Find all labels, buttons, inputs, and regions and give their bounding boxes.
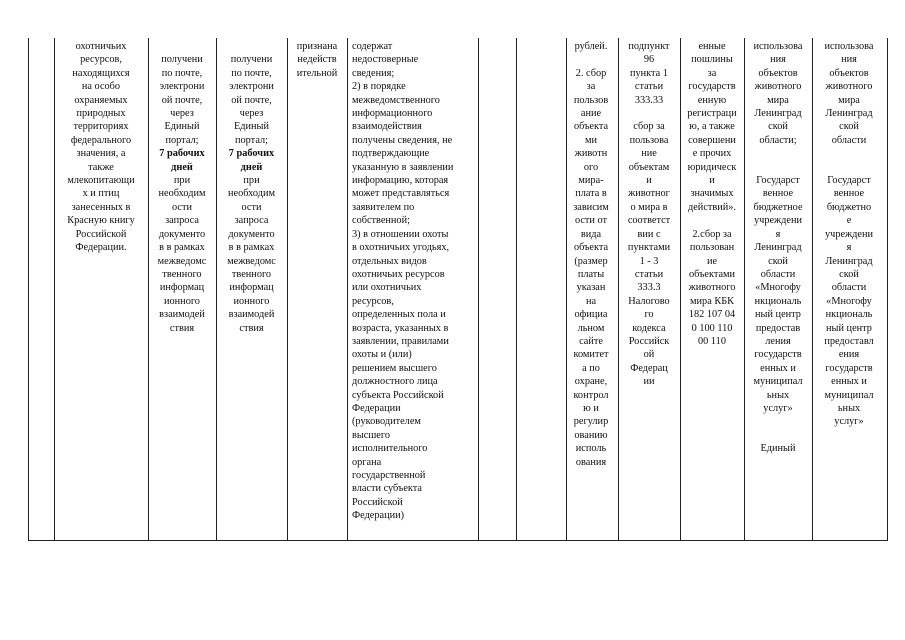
cell-invalid-status: признана недейств ительной xyxy=(296,41,338,79)
cell-bold-term: 7 рабочих дней xyxy=(228,148,275,173)
column-divider xyxy=(516,38,517,541)
cell-notification-method-b xyxy=(218,40,285,335)
cell-state-duties: енные пошлины за государств енную регистраци ю, а также совершени е прочих юридическ и значимых действий». 2.сбор за пользован ие объектами животного мира КБК 182 107 04 0 100 110 00 110 xyxy=(687,41,737,347)
column-divider xyxy=(287,38,288,541)
cell-text: при необходим ости запроса документо в в рамках межведомс твенного информац ионного взаимодей ствия xyxy=(227,175,276,334)
column-divider xyxy=(216,38,217,541)
cell-text: получени по почте, электрони ой почте, через Единый портал; xyxy=(159,54,205,146)
table-bottom-border xyxy=(28,540,888,541)
table-border-right xyxy=(887,38,888,541)
column-divider xyxy=(54,38,55,541)
cell-notification-method-a xyxy=(150,40,214,335)
column-divider xyxy=(148,38,149,541)
cell-protected-species: охотничьих ресурсов, находящихся на особо охраняемых природных территориях федерального значения, а также млекопитающи х и птиц занесенных в Красную книгу Российской Федерации. xyxy=(67,41,135,254)
cell-bold-term: 7 рабочих дней xyxy=(159,148,205,173)
cell-text: получени по почте, электрони ой почте, через Единый портал; xyxy=(229,54,274,146)
cell-service-provider-b: использова ния объектов животного мира Ленинград ской области Государст венное бюджетно е учреждени я Ленинград ской области «Многофу нкциональ ный центр предоставл ения государств енных и муниципал ьных услуг» xyxy=(824,41,874,428)
table-border-left xyxy=(28,38,29,541)
column-divider xyxy=(812,38,813,541)
column-divider xyxy=(478,38,479,541)
cell-fee-description: рублей. 2. сбор за пользов ание объекта ми животн ого мира- плата в зависим ости от вида объекта (размер платы указан на официа льном сайте комитет а по охране, контрол ю и регулир ованию исполь ования xyxy=(573,41,609,468)
cell-service-provider-a: использова ния объектов животного мира Ленинград ской области; Государст венное бюджетное учреждени я Ленинград ской области «Многофу нкциональ ный центр предостав ления государств енных и муниципал ьных услуг» Единый xyxy=(753,41,803,455)
column-divider xyxy=(347,38,348,541)
cell-tax-code-reference: подпункт 96 пункта 1 статьи 333.33 сбор за пользова ние объектам и животног о мира в соответст вии с пунктами 1 - 3 статьи 333.3 Налогово го кодекса Российск ой Федерац ии xyxy=(627,41,671,388)
cell-text: при необходим ости запроса документо в в рамках межведомс твенного информац ионного взаимодей ствия xyxy=(157,175,207,334)
column-divider xyxy=(618,38,619,541)
cell-refusal-grounds: содержат недостоверные сведения; 2) в порядке межведомственного информационного взаимодействия получены сведения, не подтверждающие указанную в заявлении информацию, которая может представляться заявителем по собственной; 3) в отношении охоты в охотничьих угодьях, отдельных видов охотничьих ресурсов или охотничьих ресурсов, определенных пола и возраста, указанных в заявлении, правилами охоты и (или) решением высшего должностного лица субъекта Российской Федерации (руководителем высшего исполнительного органа государственной власти субъекта Российской Федерации) xyxy=(352,41,454,522)
column-divider xyxy=(744,38,745,541)
column-divider xyxy=(680,38,681,541)
